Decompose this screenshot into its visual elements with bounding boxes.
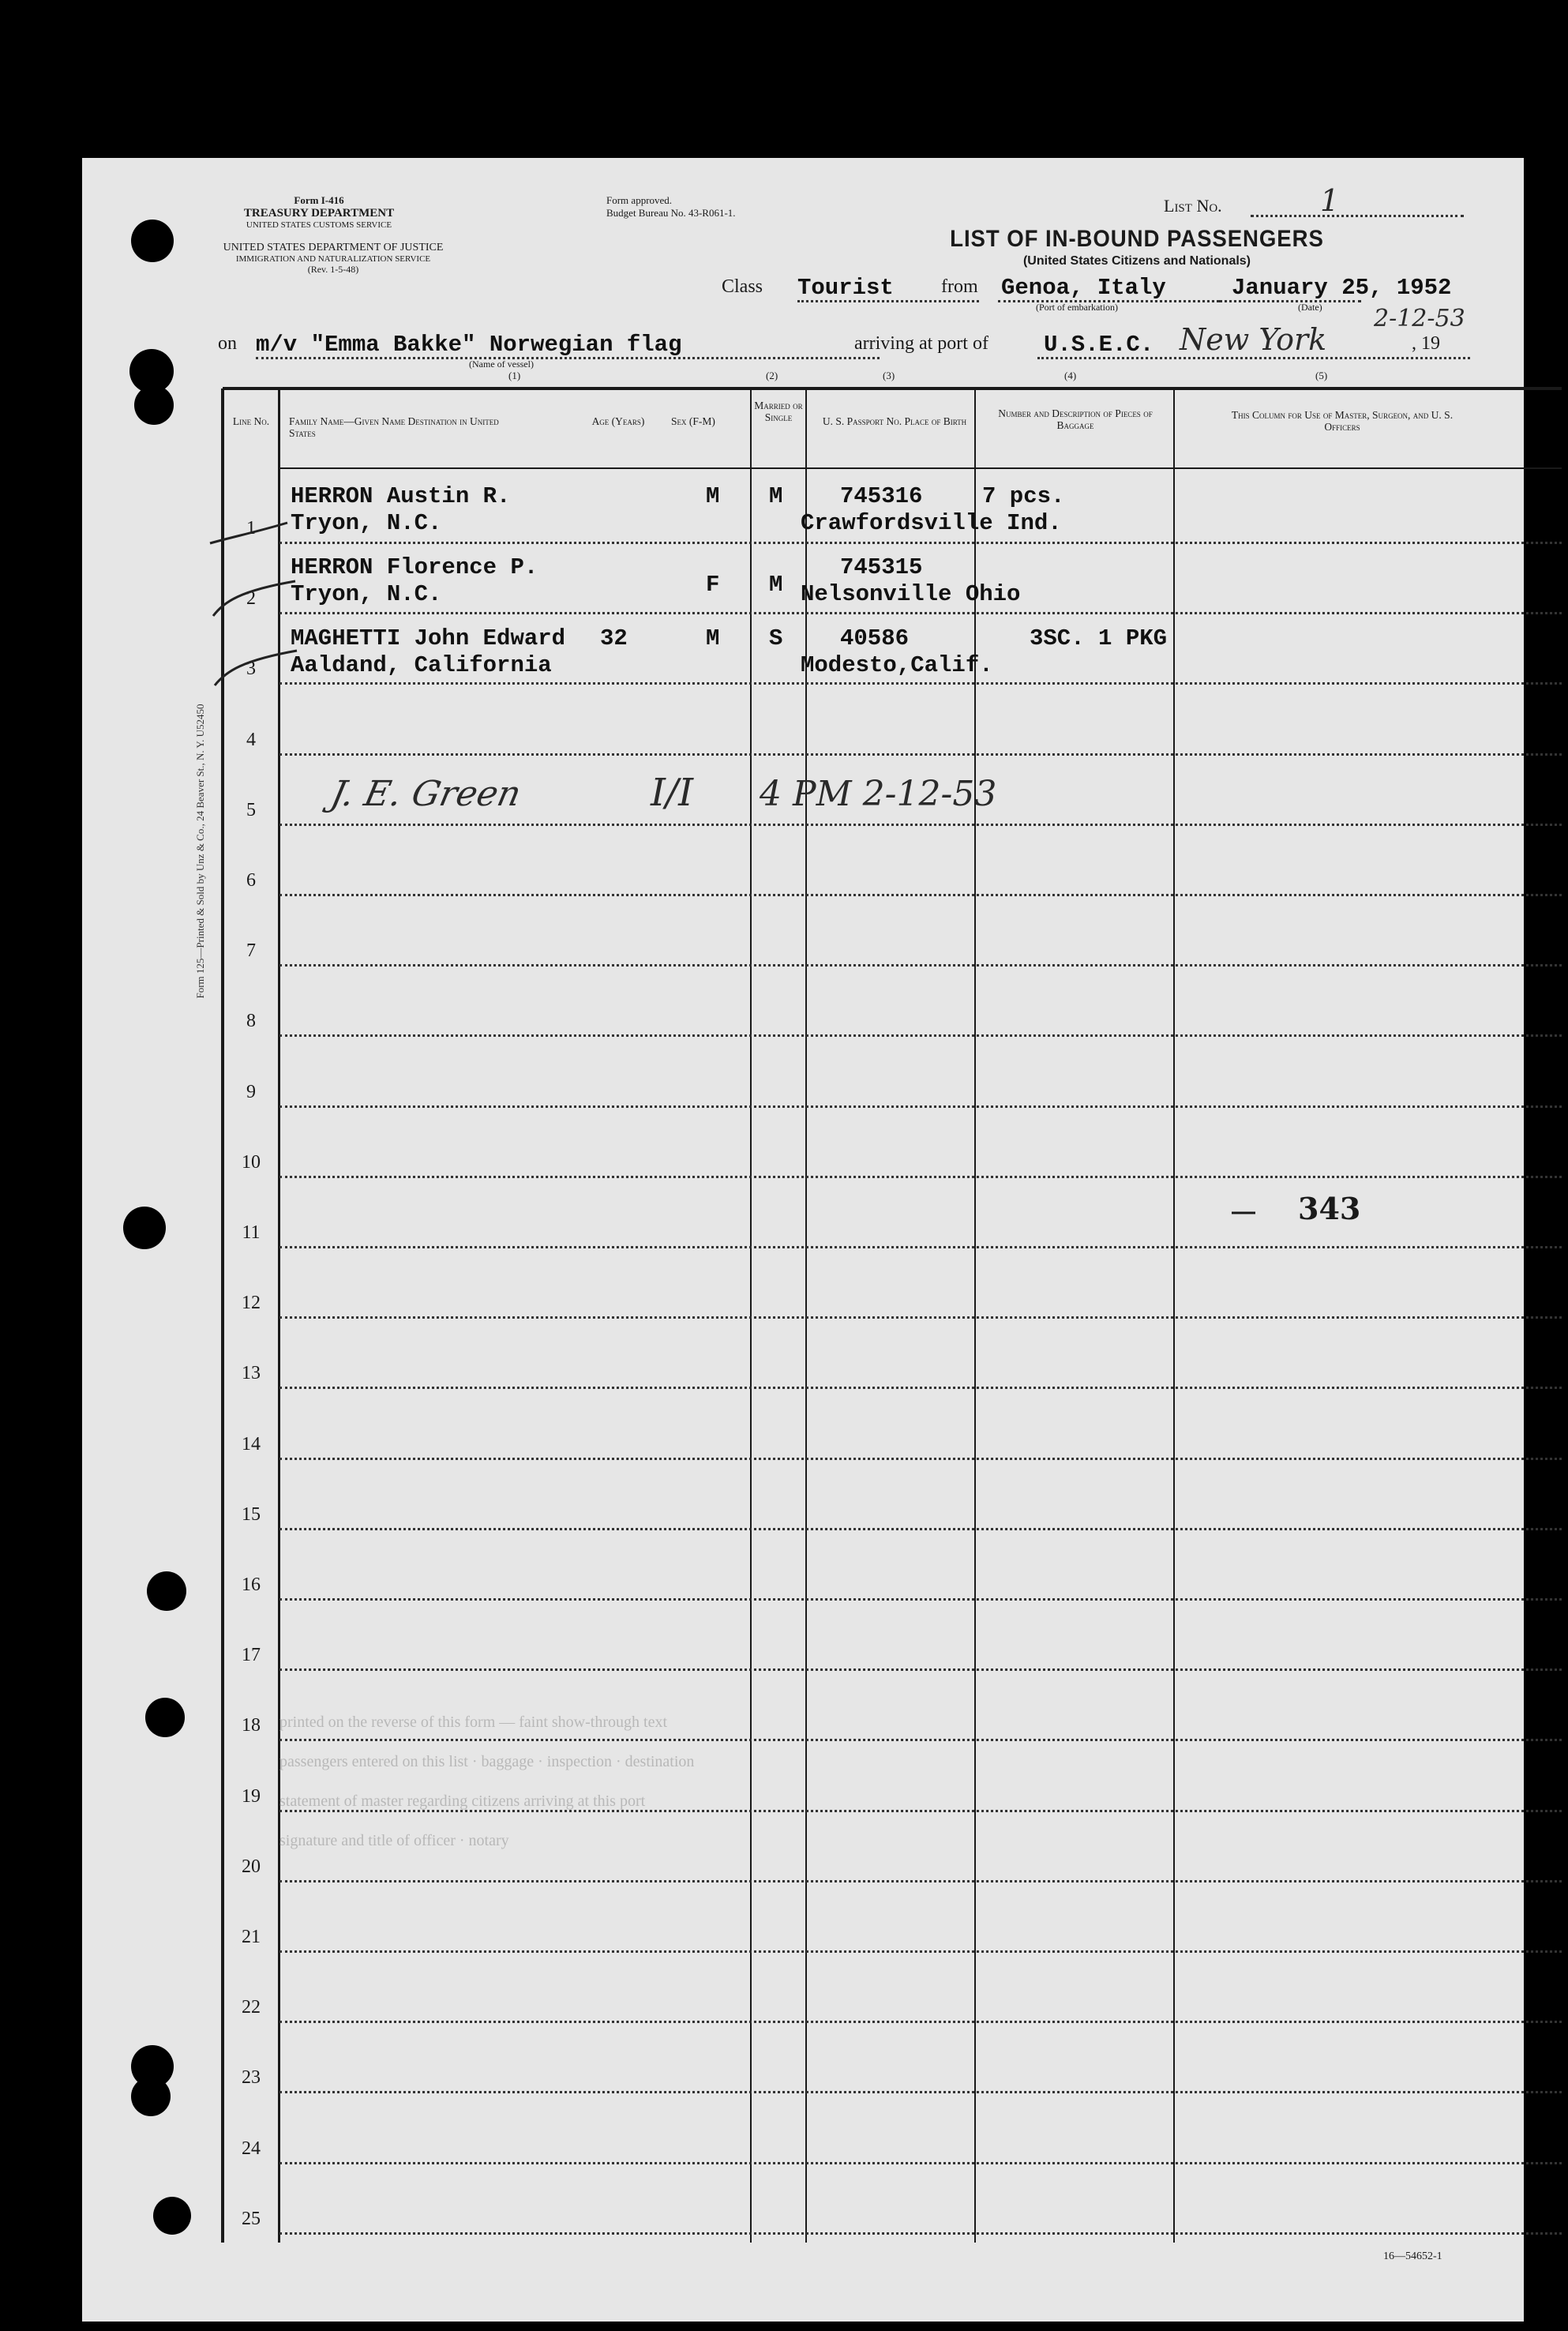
header-justice-block — [215, 242, 452, 276]
line-number: 1 — [246, 518, 256, 539]
row-rule — [279, 824, 1562, 826]
check-marks — [208, 505, 303, 695]
row-rule — [279, 1458, 1562, 1460]
date-dots — [1219, 300, 1361, 302]
line-number: 7 — [246, 940, 256, 961]
line-number: 9 — [246, 1082, 256, 1102]
line-number: 18 — [242, 1715, 261, 1736]
passenger-1-passport: 745316 — [840, 483, 923, 509]
binder-hole — [131, 2077, 171, 2116]
passenger-1-marital: M — [769, 483, 783, 509]
col-number-1: (1) — [508, 370, 521, 381]
row-rule — [279, 1246, 1562, 1248]
passenger-2-birthplace: Nelsonville Ohio — [801, 581, 1021, 607]
row-rule — [279, 1176, 1562, 1178]
row-rule — [279, 1387, 1562, 1389]
passenger-1-baggage: 7 pcs. — [982, 483, 1065, 509]
inspector-note: I/I — [651, 771, 694, 815]
col-header-age: Age (Years) — [591, 415, 645, 427]
page-dash: — — [1232, 1199, 1255, 1225]
passenger-1-sex: M — [706, 483, 720, 509]
line-number: 8 — [246, 1011, 256, 1031]
ins: IMMIGRATION AND NATURALIZATION SERVICE — [235, 254, 431, 264]
row-rule — [279, 682, 1562, 685]
row-rule — [279, 1105, 1562, 1108]
col-header-line-no: Line No. — [232, 415, 270, 427]
binder-hole — [131, 220, 174, 262]
passenger-2-destination: Tryon, N.C. — [291, 581, 442, 607]
row-rule — [279, 542, 1562, 544]
line-number: 16 — [242, 1575, 261, 1595]
row-rule — [279, 1950, 1562, 1953]
row-rule — [279, 2162, 1562, 2164]
line-number: 24 — [242, 2138, 261, 2159]
vessel-caption: (Name of vessel) — [469, 358, 534, 370]
vessel-value: m/v "Emma Bakke" Norwegian flag — [256, 332, 682, 358]
col-header-officers: This Column for Use of Master, Surgeon, and U. S. Officers — [1231, 409, 1454, 433]
line-number: 22 — [242, 1997, 261, 2018]
line-number: 19 — [242, 1786, 261, 1807]
row-rule — [279, 1528, 1562, 1530]
passenger-1-destination: Tryon, N.C. — [291, 510, 442, 536]
table-top-rule — [223, 387, 1562, 390]
line-number: 15 — [242, 1504, 261, 1525]
class-dots — [797, 300, 979, 302]
passenger-3-age: 32 — [600, 625, 628, 651]
list-no-dots — [1251, 215, 1464, 217]
line-number: 14 — [242, 1434, 261, 1455]
header-bottom-rule — [279, 467, 1562, 469]
passenger-3-sex: M — [706, 625, 720, 651]
binder-hole — [153, 2197, 191, 2235]
passenger-3-name: MAGHETTI John Edward — [291, 625, 566, 651]
on-label: on — [218, 333, 237, 354]
row-rule — [279, 1316, 1562, 1319]
col-divider-sex — [750, 388, 752, 2243]
row-rule — [279, 1668, 1562, 1671]
customs-service: UNITED STATES CUSTOMS SERVICE — [246, 220, 392, 230]
line-number: 5 — [246, 800, 256, 820]
col-number-4: (4) — [1064, 370, 1077, 381]
port-caption: (Port of embarkation) — [1036, 302, 1118, 313]
col-header-passport: U. S. Passport No. Place of Birth — [822, 415, 967, 427]
col-number-5: (5) — [1315, 370, 1328, 381]
line-number: 13 — [242, 1363, 261, 1383]
department: TREASURY DEPARTMENT — [243, 207, 395, 220]
row-rule — [279, 2091, 1562, 2093]
port-dots — [1037, 357, 1470, 359]
row-rule — [279, 964, 1562, 967]
line-number: 3 — [246, 659, 256, 679]
binder-hole — [145, 1698, 185, 1737]
signature: J. E. Green — [327, 774, 525, 814]
arriving-label: arriving at port of — [854, 333, 988, 354]
passenger-1-birthplace: Crawfordsville Ind. — [801, 510, 1062, 536]
line-number: 2 — [246, 588, 256, 609]
date-caption: (Date) — [1298, 302, 1322, 313]
header-left-block — [201, 194, 437, 230]
page-subtitle: (United States Citizens and Nationals) — [1022, 254, 1251, 268]
line-number: 20 — [242, 1856, 261, 1877]
binder-hole — [134, 385, 174, 425]
passenger-1-name: HERRON Austin R. — [291, 483, 511, 509]
line-number: 4 — [246, 730, 256, 750]
form-number: Form I-416 — [294, 194, 344, 206]
port-value: U.S.E.C. — [1044, 332, 1154, 358]
col-header-name: Family Name—Given Name Destination in United States — [289, 415, 499, 439]
col-header-sex: Sex (F-M) — [671, 415, 715, 427]
row-rule — [279, 1034, 1562, 1037]
row-rule — [279, 1739, 1562, 1741]
row-rule — [279, 1880, 1562, 1882]
col-header-married: Married or Single — [754, 400, 803, 423]
line-number: 21 — [242, 1927, 261, 1947]
time-note: 4 PM 2-12-53 — [760, 774, 997, 814]
line-number: 17 — [242, 1645, 261, 1665]
budget-bureau: Budget Bureau No. 43-R061-1. — [606, 207, 736, 219]
line-number: 10 — [242, 1152, 261, 1173]
passenger-3-destination: Aaldand, California — [291, 652, 552, 678]
col-number-2: (2) — [766, 370, 778, 381]
class-label: Class — [722, 276, 763, 297]
row-rule — [279, 2021, 1562, 2023]
form-sheet: Form 125—Printed & Sold by Unz & Co., 24 Beaver St., N. Y. U52450 Form I-416 TREASURY DEPARTMENT UNITED STATES CUSTOMS SERVICE UNITED STATES DEPARTMENT OF JUSTICE IMMIGRATION AND NATURALIZATION SERVICE (Rev. 1-5-48) Form approved. Budget Bureau No. 43-R061-1. List No. 1 LIST OF IN-BOUND PASSENGERS (United States Citizens and Nationals) Class Tourist from Genoa, Italy (Port of embarkation) January 25, 1952 (Date) on m/v "Emma Bakke" Norwegian flag (Name of vessel) arriving at port of U.S.E.C. New York 2-12-53 , 19 (1) (2) (3) (4) (5) Line No. Family Name—Given Name Destination in United States Age (Years) Sex (F-M) Married or Single U. S. Passport No. Place of Birth Number and Description of Pieces of Baggage This Column for Use of Master, Surgeon, and U. S. Officers 1 2 3 4 5 6 7 8 9 10 11 12 13 14 15 16 17 18 19 20 21 22 23 24 25 HERRON Austin R. Tryon, N.C. M M 745316 Crawfordsville Ind. 7 pcs. HERRON Florence P. Tryon, N.C. F M 745315 Nelsonville Ohio MAGHETTI John Edward 32 Aaldand, California M S 40586 Modesto,Calif. 3SC. 1 PKG J. E. Green I/I 4 PM 2-12-53 — 343 printed on the reverse of this form — faint show-through text passengers entered on this list · baggage · inspection · destination statement of master regarding citizens arriving at this port signature and title of officer · notary 16—54652-1 — [82, 158, 1524, 2322]
year-suffix: , 19 — [1412, 333, 1440, 354]
binder-hole — [123, 1207, 166, 1249]
list-no-value: 1 — [1320, 183, 1340, 218]
handwritten-date: 2-12-53 — [1374, 305, 1465, 332]
vessel-dots — [256, 357, 880, 359]
from-label: from — [941, 276, 978, 297]
passenger-3-passport: 40586 — [840, 625, 910, 651]
row-rule — [279, 894, 1562, 896]
col-divider-baggage — [1173, 388, 1175, 2243]
line-number: 11 — [242, 1222, 261, 1243]
line-number: 12 — [242, 1293, 261, 1313]
passenger-3-baggage: 3SC. 1 PKG — [1030, 625, 1168, 651]
revision: (Rev. 1-5-48) — [307, 264, 359, 275]
row-rule — [279, 2232, 1562, 2235]
print-code: 16—54652-1 — [1383, 2250, 1442, 2262]
col-number-3: (3) — [883, 370, 895, 381]
port-handwritten: New York — [1180, 322, 1327, 357]
from-value: Genoa, Italy — [1001, 275, 1166, 301]
page-number: 343 — [1298, 1191, 1361, 1226]
justice-dept: UNITED STATES DEPARTMENT OF JUSTICE — [223, 242, 444, 253]
line-number: 6 — [246, 870, 256, 891]
margin-printer-text: Form 125—Printed & Sold by Unz & Co., 24 Beaver St., N. Y. U52450 — [194, 704, 206, 999]
passenger-3-birthplace: Modesto,Calif. — [801, 652, 993, 678]
class-value: Tourist — [797, 275, 894, 301]
binder-hole — [147, 1571, 186, 1611]
col-header-baggage: Number and Description of Pieces of Baggage — [998, 407, 1153, 431]
passenger-3-marital: S — [769, 625, 783, 651]
passenger-2-name: HERRON Florence P. — [291, 554, 538, 580]
row-rule — [279, 1598, 1562, 1601]
page-title: LIST OF IN-BOUND PASSENGERS — [950, 226, 1324, 252]
date-value: January 25, 1952 — [1232, 275, 1452, 301]
row-rule — [279, 753, 1562, 756]
line-number: 25 — [242, 2209, 261, 2229]
form-approved: Form approved. — [606, 194, 673, 206]
passenger-2-sex: F — [706, 572, 720, 598]
passenger-2-passport: 745315 — [840, 554, 923, 580]
row-rule — [279, 612, 1562, 614]
line-number: 23 — [242, 2067, 261, 2088]
list-no-label: List No. — [1164, 196, 1222, 216]
approval-block — [606, 194, 736, 220]
passenger-2-marital: M — [769, 572, 783, 598]
